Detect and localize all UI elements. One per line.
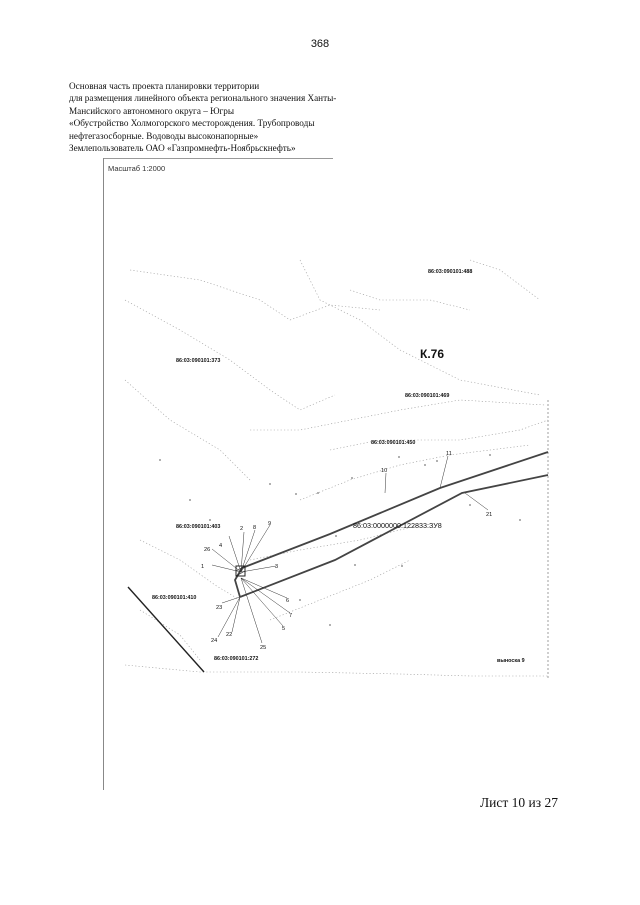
parcel-label-zu8: 86:03:0000000:122833:ЗУ8 [353, 521, 442, 530]
callout-label: выноска 9 [497, 658, 525, 664]
point-label: 11 [446, 451, 452, 457]
map-scale-label: Масштаб 1:2000 [108, 164, 166, 173]
point-label: 8 [253, 525, 257, 531]
leader-lines [212, 456, 488, 643]
parcel-label: 86:03:090101:488 [428, 269, 473, 275]
parcel-label: 86:03:090101:373 [176, 358, 221, 364]
parcel-label: 86:03:090101:450 [371, 440, 416, 446]
point-label: 5 [282, 626, 286, 632]
point-label: 3 [275, 564, 279, 570]
point-label: 2 [240, 526, 244, 532]
point-label: 21 [486, 512, 493, 518]
header-line: Основная часть проекта планировки территории [69, 81, 260, 91]
header-line: «Обустройство Холмогорского месторождения. Трубопроводы [69, 118, 315, 129]
parcel-label: 86:03:090101:410 [152, 595, 197, 601]
point-label: 4 [219, 543, 223, 549]
point-label: 7 [289, 613, 293, 619]
header-line: Мансийского автономного округа – Югры [69, 105, 235, 116]
point-label: 24 [211, 638, 218, 644]
page-number: 368 [310, 38, 330, 50]
header-line: Землепользователь ОАО «Газпромнефть-Ноябрьскнефть» [69, 143, 296, 154]
point-label: 22 [226, 632, 233, 638]
sheet-number: Лист 10 из 27 [480, 795, 558, 810]
header-line: для размещения линейного объекта регионального значения Ханты- [69, 93, 337, 104]
point-label: 9 [268, 521, 272, 527]
point-label: 25 [260, 645, 267, 651]
header-line: нефтегазосборные. Водоводы высоконапорные» [69, 130, 259, 141]
parcel-label: 86:03:090101:272 [214, 656, 259, 662]
point-label: 6 [286, 598, 290, 604]
point-label: 26 [204, 547, 211, 553]
point-label: 23 [216, 605, 223, 611]
dotted-boundaries [125, 260, 548, 676]
sheet-code: К.76 [420, 347, 445, 361]
point-label: 10 [381, 468, 388, 474]
point-label: 1 [201, 564, 205, 570]
parcel-label: 86:03:090101:403 [176, 524, 221, 530]
parcel-label: 86:03:090101:469 [405, 393, 450, 399]
